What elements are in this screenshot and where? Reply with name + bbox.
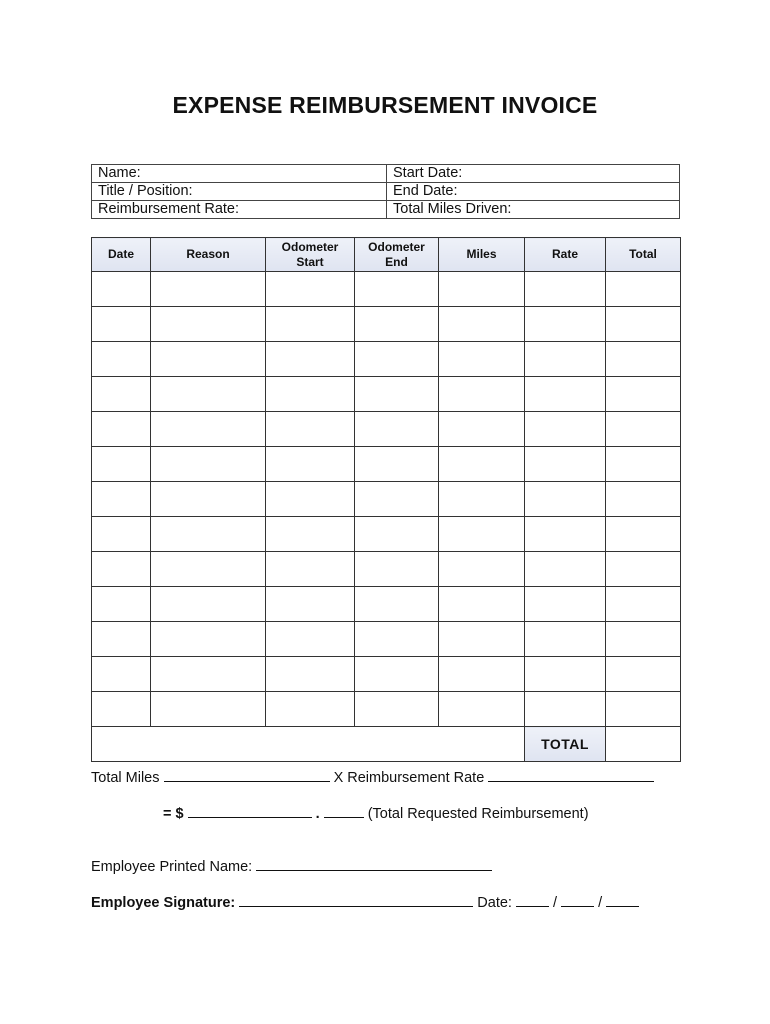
miles-cell[interactable] [439,412,525,447]
odometer-end-cell[interactable] [355,377,439,412]
odometer-start-cell[interactable] [266,587,355,622]
total-cell[interactable] [606,622,681,657]
miles-cell[interactable] [439,272,525,307]
miles-cell[interactable] [439,307,525,342]
odometer-end-cell[interactable] [355,412,439,447]
odometer-start-cell[interactable] [266,342,355,377]
odometer-start-cell[interactable] [266,307,355,342]
grand-total-cell[interactable] [606,727,681,762]
reason-cell[interactable] [151,587,266,622]
header-date: Date [92,238,151,272]
reimbursement-rate-field[interactable]: Reimbursement Rate: [92,201,387,219]
total-row [92,727,681,762]
rate-cell[interactable] [525,272,606,307]
signature-label: Employee Signature: [91,895,236,911]
date-cell[interactable] [92,622,151,657]
reason-cell[interactable] [151,447,266,482]
dollars-blank[interactable] [188,805,312,818]
miles-cell[interactable] [439,517,525,552]
name-field[interactable]: Name: [92,165,387,183]
date-cell[interactable] [92,482,151,517]
odometer-end-cell[interactable] [355,517,439,552]
odometer-start-cell[interactable] [266,692,355,727]
title-position-field[interactable]: Title / Position: [92,183,387,201]
table-row [92,587,681,622]
total-cell[interactable] [606,447,681,482]
rate-cell[interactable] [525,447,606,482]
table-row [92,692,681,727]
odometer-start-cell[interactable] [266,622,355,657]
odometer-start-cell[interactable] [266,552,355,587]
total-cell[interactable] [606,517,681,552]
date-cell[interactable] [92,552,151,587]
odometer-end-cell[interactable] [355,552,439,587]
total-cell[interactable] [606,587,681,622]
rate-cell[interactable] [525,552,606,587]
reason-cell[interactable] [151,272,266,307]
date-year-blank[interactable] [606,894,639,907]
total-cell[interactable] [606,657,681,692]
reason-cell[interactable] [151,622,266,657]
odometer-start-cell[interactable] [266,517,355,552]
end-date-field[interactable]: End Date: [387,183,680,201]
document-title: EXPENSE REIMBURSEMENT INVOICE [172,92,598,118]
header-total: Total [606,238,681,272]
expense-table [91,237,681,762]
reason-cell[interactable] [151,482,266,517]
table-row [92,412,681,447]
table-row [92,657,681,692]
miles-cell[interactable] [439,692,525,727]
header-odometer-end: Odometer End [355,238,439,272]
reason-cell[interactable] [151,307,266,342]
rate-cell[interactable] [525,622,606,657]
table-row [92,377,681,412]
total-label: TOTAL [525,727,606,762]
table-row [92,342,681,377]
odometer-start-cell[interactable] [266,482,355,517]
table-header-row [92,238,681,272]
header-miles: Miles [439,238,525,272]
date-label: Date: [477,895,512,911]
printed-name-label: Employee Printed Name: [91,859,253,875]
date-cell[interactable] [92,587,151,622]
table-row [92,622,681,657]
odometer-start-cell[interactable] [266,657,355,692]
table-row [92,482,681,517]
table-row [92,447,681,482]
rate-cell[interactable] [525,342,606,377]
odometer-end-cell[interactable] [355,587,439,622]
odometer-end-cell[interactable] [355,447,439,482]
odometer-start-cell[interactable] [266,412,355,447]
date-cell[interactable] [92,307,151,342]
table-row [92,517,681,552]
date-month-blank[interactable] [516,894,549,907]
reason-cell[interactable] [151,412,266,447]
total-cell[interactable] [606,482,681,517]
odometer-start-cell[interactable] [266,377,355,412]
employee-info-table [91,164,680,219]
miles-cell[interactable] [439,622,525,657]
rate-cell[interactable] [525,587,606,622]
miles-cell[interactable] [439,447,525,482]
total-cell[interactable] [606,692,681,727]
total-cell[interactable] [606,342,681,377]
date-cell[interactable] [92,692,151,727]
rate-cell[interactable] [525,377,606,412]
cents-blank[interactable] [324,805,364,818]
signature-blank[interactable] [239,894,473,907]
miles-cell[interactable] [439,657,525,692]
odometer-end-cell[interactable] [355,692,439,727]
reason-cell[interactable] [151,517,266,552]
signature-line [91,894,639,911]
header-rate: Rate [525,238,606,272]
reason-cell[interactable] [151,342,266,377]
reason-cell[interactable] [151,552,266,587]
miles-cell[interactable] [439,342,525,377]
rate-cell[interactable] [525,482,606,517]
date-cell[interactable] [92,412,151,447]
reason-cell[interactable] [151,377,266,412]
header-odometer-start: Odometer Start [266,238,355,272]
table-row [92,552,681,587]
miles-cell[interactable] [439,587,525,622]
start-date-field[interactable]: Start Date: [387,165,680,183]
rate-cell[interactable] [525,657,606,692]
date-slash-1: / [553,895,558,911]
odometer-end-cell[interactable] [355,307,439,342]
total-cell[interactable] [606,412,681,447]
odometer-start-cell[interactable] [266,447,355,482]
miles-cell[interactable] [439,482,525,517]
total-miles-blank[interactable] [164,769,330,782]
miles-calculation-line [91,769,654,786]
odometer-end-cell[interactable] [355,482,439,517]
reason-cell[interactable] [151,692,266,727]
table-row [92,307,681,342]
rate-cell[interactable] [525,517,606,552]
total-cell[interactable] [606,307,681,342]
miles-cell[interactable] [439,552,525,587]
reason-cell[interactable] [151,657,266,692]
rate-blank[interactable] [488,769,654,782]
odometer-end-cell[interactable] [355,622,439,657]
date-cell[interactable] [92,447,151,482]
printed-name-blank[interactable] [256,858,492,871]
date-day-blank[interactable] [561,894,594,907]
date-cell[interactable] [92,342,151,377]
total-cell[interactable] [606,377,681,412]
rate-cell[interactable] [525,412,606,447]
total-cell[interactable] [606,552,681,587]
rate-cell[interactable] [525,307,606,342]
table-row [92,272,681,307]
date-cell[interactable] [92,657,151,692]
total-miles-label: Total Miles [91,770,160,786]
miles-cell[interactable] [439,377,525,412]
odometer-end-cell[interactable] [355,272,439,307]
odometer-end-cell[interactable] [355,657,439,692]
date-cell[interactable] [92,377,151,412]
odometer-start-cell[interactable] [266,272,355,307]
header-reason: Reason [151,238,266,272]
total-row-spacer [92,727,525,762]
date-cell[interactable] [92,517,151,552]
date-cell[interactable] [92,272,151,307]
amount-line [163,805,589,822]
x-rate-label: X Reimbursement Rate [333,770,485,786]
printed-name-line [91,858,492,875]
total-cell[interactable] [606,272,681,307]
decimal-point: . [315,806,320,822]
odometer-end-cell[interactable] [355,342,439,377]
equals-dollar-label: = $ [163,806,184,822]
date-slash-2: / [598,895,603,911]
total-miles-driven-field[interactable]: Total Miles Driven: [387,201,680,219]
rate-cell[interactable] [525,692,606,727]
requested-reimbursement-label: (Total Requested Reimbursement) [367,806,589,822]
